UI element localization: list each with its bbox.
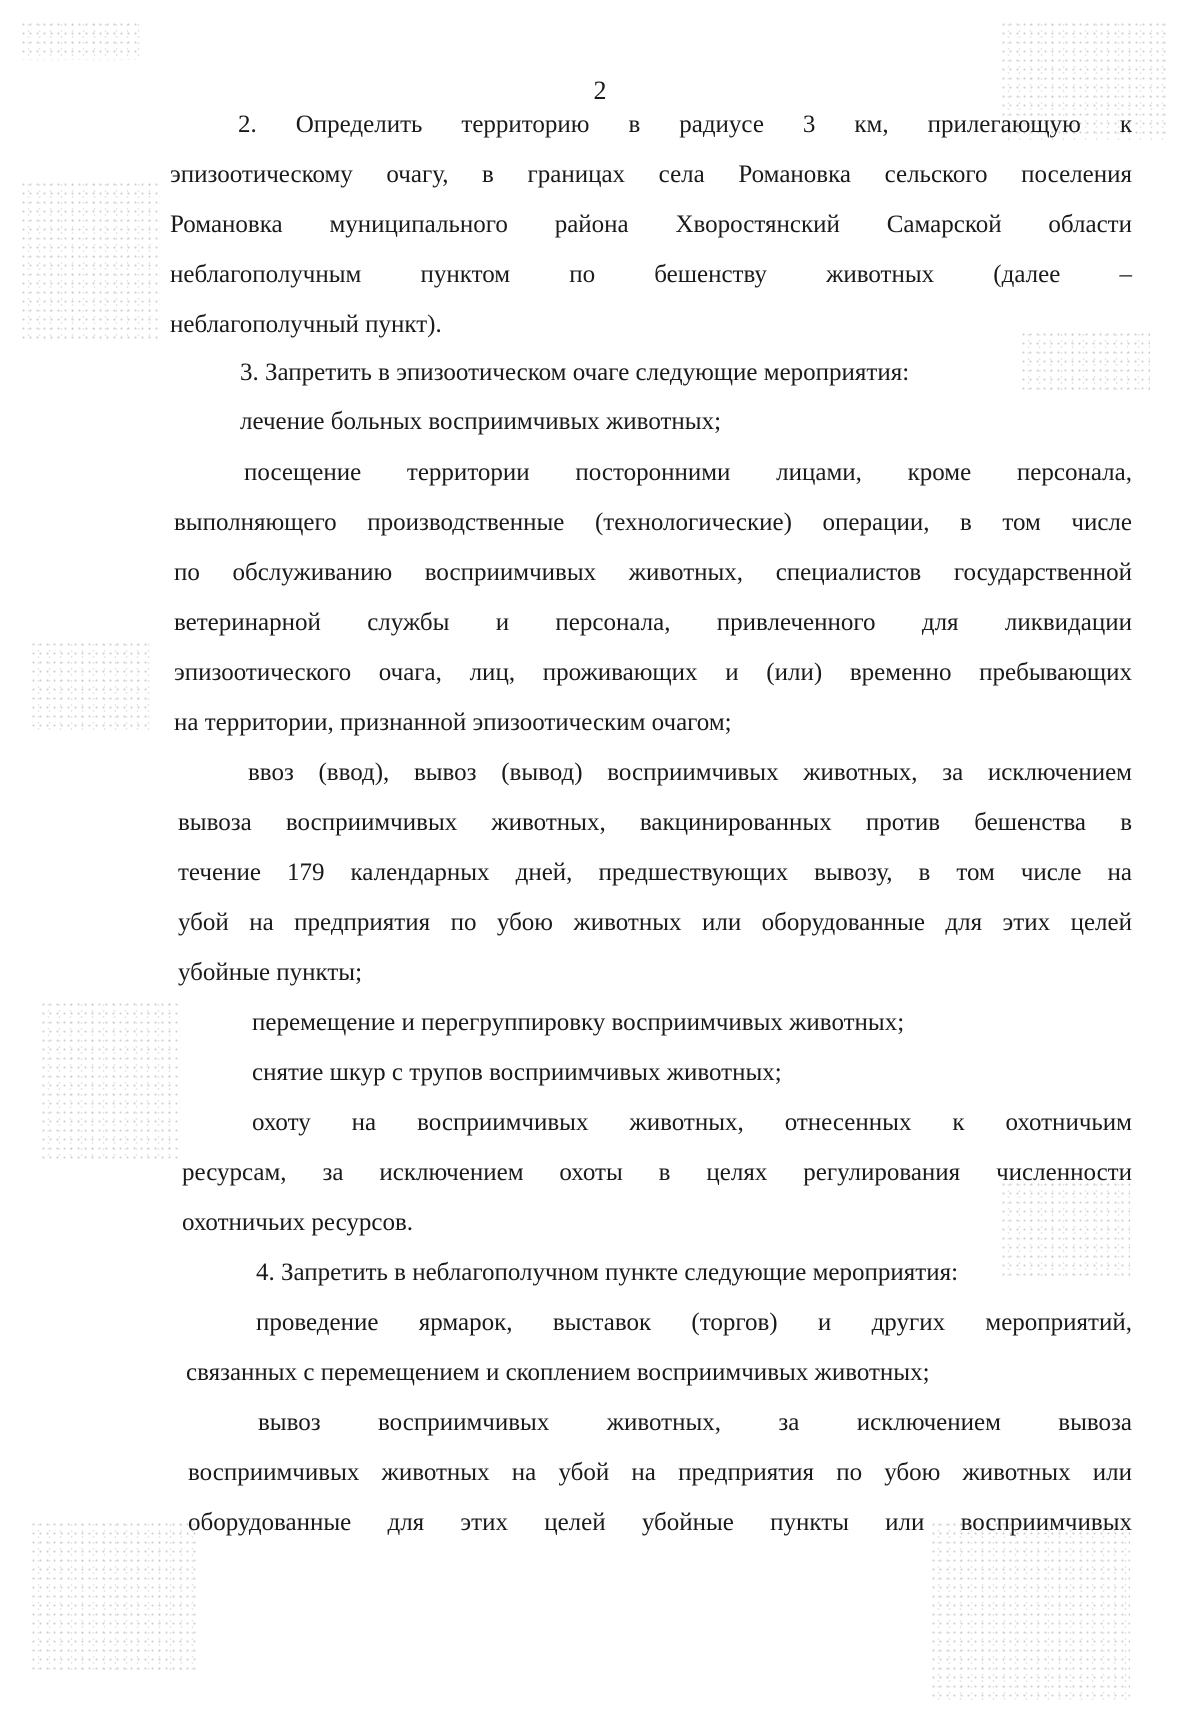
text-line: ресурсам, за исключением охоты в целях регулирования численности	[182, 1159, 1132, 1186]
text-line: 4. Запретить в неблагополучном пункте следующие мероприятия:	[256, 1259, 959, 1286]
text-line: 3. Запретить в эпизоотическом очаге следующие мероприятия:	[240, 359, 910, 386]
text-line: оборудованные для этих целей убойные пункты или восприимчивых	[188, 1509, 1132, 1536]
text-line: неблагополучный пункт).	[170, 311, 442, 338]
text-line: эпизоотического очага, лиц, проживающих и (или) временно пребывающих	[174, 659, 1132, 686]
text-line: эпизоотическому очагу, в границах села Романовка сельского поселения	[170, 161, 1132, 188]
scan-noise-left	[20, 180, 160, 340]
text-line: вывоза восприимчивых животных, вакцинированных против бешенства в	[178, 809, 1132, 836]
text-line: Романовка муниципального района Хворостянский Самарской области	[170, 211, 1132, 238]
text-line: перемещение и перегруппировку восприимчивых животных;	[252, 1009, 905, 1036]
text-line: посещение территории посторонними лицами, кроме персонала,	[244, 459, 1132, 486]
text-line: снятие шкур с трупов восприимчивых животных;	[252, 1059, 782, 1086]
text-line: убойные пункты;	[178, 959, 363, 986]
text-line: на территории, признанной эпизоотическим очагом;	[174, 709, 732, 736]
text-line: лечение больных восприимчивых животных;	[240, 408, 722, 435]
text-line: проведение ярмарок, выставок (торгов) и других мероприятий,	[256, 1309, 1132, 1336]
scan-noise-left	[40, 1000, 180, 1160]
text-line: по обслуживанию восприимчивых животных, специалистов государственной	[174, 559, 1132, 586]
text-line: вывоз восприимчивых животных, за исключением вывоза	[258, 1409, 1132, 1436]
scan-noise-left	[30, 1520, 200, 1670]
page-number: 2	[593, 76, 607, 105]
text-line: 2. Определить территорию в радиусе 3 км, прилегающую к	[238, 111, 1132, 138]
scan-noise-left	[30, 640, 150, 730]
text-line: ввоз (ввод), вывоз (вывод) восприимчивых животных, за исключением	[248, 759, 1132, 786]
text-line: течение 179 календарных дней, предшествующих вывозу, в том числе на	[178, 859, 1132, 886]
scan-noise-right	[930, 1520, 1130, 1700]
text-line: охотничьих ресурсов.	[182, 1209, 414, 1236]
text-line: выполняющего производственные (технологические) операции, в том числе	[174, 509, 1132, 536]
text-line: ветеринарной службы и персонала, привлеченного для ликвидации	[174, 609, 1132, 636]
scan-noise-left	[20, 20, 140, 60]
text-line: убой на предприятия по убою животных или оборудованные для этих целей	[178, 909, 1132, 936]
text-line: неблагополучным пунктом по бешенству животных (далее –	[170, 261, 1132, 288]
text-line: восприимчивых животных на убой на предприятия по убою животных или	[188, 1459, 1132, 1486]
text-line: связанных с перемещением и скоплением восприимчивых животных;	[186, 1359, 930, 1386]
text-line: охоту на восприимчивых животных, отнесенных к охотничьим	[252, 1109, 1132, 1136]
